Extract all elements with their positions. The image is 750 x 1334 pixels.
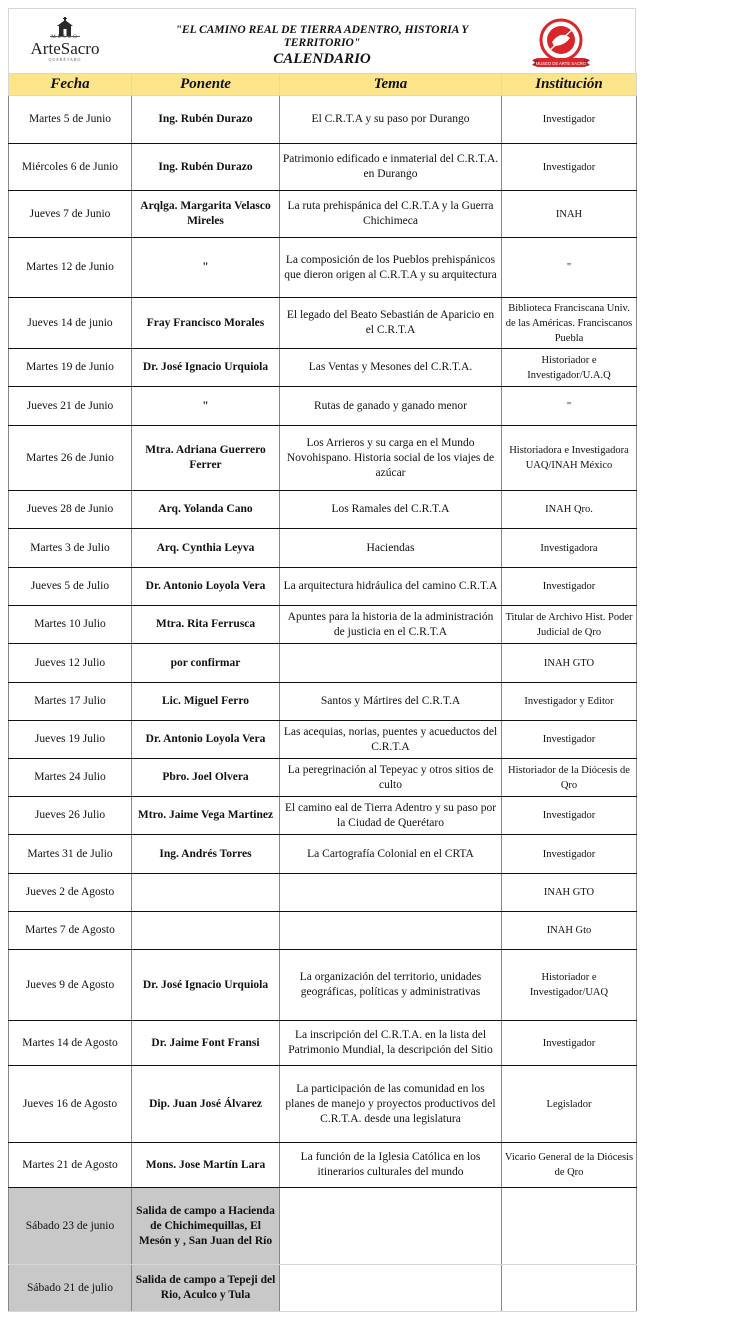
calendar-sheet (8, 8, 636, 1312)
cell-tema: Las Ventas y Mesones del C.R.T.A. (280, 349, 502, 387)
cell-ponente: Arq. Cynthia Leyva (132, 529, 280, 568)
cell-ponente: por confirmar (132, 644, 280, 683)
cell-ponente: Dip. Juan José Álvarez (132, 1066, 280, 1143)
table-row (9, 644, 637, 683)
cell-fecha: Jueves 14 de junio (9, 298, 132, 349)
table-row (9, 96, 637, 144)
table-row (9, 387, 637, 426)
table-row (9, 606, 637, 644)
table-row (9, 191, 637, 238)
table-row (9, 797, 637, 835)
cell-institucion: Historiador de la Diócesis de Qro (502, 759, 637, 797)
cell-fecha: Jueves 19 Julio (9, 721, 132, 759)
table-row (9, 912, 637, 950)
museo-arte-sacro-logo (23, 17, 107, 73)
cell-fecha: Jueves 21 de Junio (9, 387, 132, 426)
table-row (9, 683, 637, 721)
cell-ponente: Ing. Andrés Torres (132, 835, 280, 874)
table-row (9, 759, 637, 797)
table-header-row (9, 74, 637, 96)
seal-emblem-icon (528, 16, 594, 70)
title-block (137, 24, 507, 68)
cell-institucion (502, 1188, 637, 1265)
table-row (9, 238, 637, 298)
cell-ponente: Dr. José Ignacio Urquiola (132, 950, 280, 1021)
cell-fecha: Martes 19 de Junio (9, 349, 132, 387)
cell-institucion: INAH Gto (502, 912, 637, 950)
cell-institucion: Investigadora (502, 529, 637, 568)
cell-institucion: INAH GTO (502, 874, 637, 912)
cell-ponente: Lic. Miguel Ferro (132, 683, 280, 721)
cell-ponente: Mtra. Rita Ferrusca (132, 606, 280, 644)
cell-ponente: Pbro. Joel Olvera (132, 759, 280, 797)
cell-ponente: Dr. Jaime Font Fransi (132, 1021, 280, 1066)
document-header (8, 8, 636, 73)
cell-fecha: Jueves 16 de Agosto (9, 1066, 132, 1143)
cell-ponente (132, 912, 280, 950)
cell-ponente: Dr. José Ignacio Urquiola (132, 349, 280, 387)
cell-tema: La función de la Iglesia Católica en los itinerarios culturales del mundo (280, 1143, 502, 1188)
cell-institucion: Historiador e Investigador/U.A.Q (502, 349, 637, 387)
cell-institucion: INAH GTO (502, 644, 637, 683)
cell-fecha: Martes 17 Julio (9, 683, 132, 721)
table-row (9, 349, 637, 387)
cell-fecha: Martes 24 Julio (9, 759, 132, 797)
cell-ponente: " (132, 387, 280, 426)
cell-fecha: Jueves 9 de Agosto (9, 950, 132, 1021)
cell-tema (280, 1188, 502, 1265)
table-row (9, 491, 637, 529)
cell-tema: Las acequias, norias, puentes y acueductos del C.R.T.A (280, 721, 502, 759)
cell-ponente (132, 874, 280, 912)
cell-ponente: Ing. Rubén Durazo (132, 96, 280, 144)
cell-fecha: Jueves 2 de Agosto (9, 874, 132, 912)
document-subtitle: CALENDARIO (273, 51, 371, 67)
cell-tema: La peregrinación al Tepeyac y otros sitios de culto (280, 759, 502, 797)
cell-tema: La Cartografía Colonial en el CRTA (280, 835, 502, 874)
cell-institucion: Investigador (502, 96, 637, 144)
cell-fecha: Sábado 23 de junio (9, 1188, 132, 1265)
cell-fecha: Martes 21 de Agosto (9, 1143, 132, 1188)
cell-institucion: Historiadora e Investigadora UAQ/INAH México (502, 426, 637, 491)
cell-tema: La composición de los Pueblos prehispánicos que dieron origen al C.R.T.A y su arquitectura (280, 238, 502, 298)
cell-tema: Patrimonio edificado e inmaterial del C.R.T.A. en Durango (280, 144, 502, 191)
cell-institucion: Investigador (502, 1021, 637, 1066)
cell-fecha: Jueves 26 Julio (9, 797, 132, 835)
cell-institucion: Investigador (502, 797, 637, 835)
table-row (9, 835, 637, 874)
cell-fecha: Martes 14 de Agosto (9, 1021, 132, 1066)
column-header-fecha: Fecha (9, 74, 132, 96)
cell-institucion: Historiador e Investigador/UAQ (502, 950, 637, 1021)
cell-tema: La inscripción del C.R.T.A. en la lista del Patrimonio Mundial, la descripción del Sitio (280, 1021, 502, 1066)
cell-ponente: Arqlga. Margarita Velasco Mireles (132, 191, 280, 238)
cell-ponente: Dr. Antonio Loyola Vera (132, 721, 280, 759)
cell-institucion: Vicario General de la Diócesis de Qro (502, 1143, 637, 1188)
cell-tema: Los Arrieros y su carga en el Mundo Novohispano. Historia social de los viajes de azúcar (280, 426, 502, 491)
cell-tema: Haciendas (280, 529, 502, 568)
cell-fecha: Jueves 28 de Junio (9, 491, 132, 529)
cell-institucion: Titular de Archivo Hist. Poder Judicial de Qro (502, 606, 637, 644)
schedule-table (8, 73, 637, 1312)
seal-banner-text: MUSEO DE ARTE SACRO (535, 61, 587, 66)
cell-tema: Santos y Mártires del C.R.T.A (280, 683, 502, 721)
church-icon (50, 17, 80, 37)
cell-institucion: " (502, 387, 637, 426)
cell-tema: La organización del territorio, unidades geográficas, políticas y administrativas (280, 950, 502, 1021)
cell-tema: El legado del Beato Sebastián de Aparicio en el C.R.T.A (280, 298, 502, 349)
cell-institucion: " (502, 238, 637, 298)
table-row (9, 1265, 637, 1312)
cell-ponente: Fray Francisco Morales (132, 298, 280, 349)
cell-institucion: Investigador (502, 721, 637, 759)
cell-fecha: Martes 7 de Agosto (9, 912, 132, 950)
cell-fecha: Sábado 21 de julio (9, 1265, 132, 1312)
cell-tema (280, 912, 502, 950)
cell-ponente: Mtra. Adriana Guerrero Ferrer (132, 426, 280, 491)
table-row (9, 568, 637, 606)
cell-tema: Los Ramales del C.R.T.A (280, 491, 502, 529)
cell-institucion: Legislador (502, 1066, 637, 1143)
cell-fecha: Miércoles 6 de Junio (9, 144, 132, 191)
cell-tema: La participación de las comunidad en los planes de manejo y proyectos productivos del C.R.T.A. desde una legislatura (280, 1066, 502, 1143)
cell-institucion: INAH Qro. (502, 491, 637, 529)
cell-fecha: Martes 5 de Junio (9, 96, 132, 144)
column-header-ponente: Ponente (132, 74, 280, 96)
cell-ponente: Dr. Antonio Loyola Vera (132, 568, 280, 606)
table-row (9, 529, 637, 568)
cell-institucion: Investigador y Editor (502, 683, 637, 721)
table-row (9, 721, 637, 759)
document-title: "EL CAMINO REAL DE TIERRA ADENTRO, HISTORIA Y TERRITORIO" (175, 24, 469, 49)
cell-ponente: Arq. Yolanda Cano (132, 491, 280, 529)
cell-fecha: Martes 10 Julio (9, 606, 132, 644)
cell-institucion (502, 1265, 637, 1312)
table-row (9, 874, 637, 912)
cell-fecha: Jueves 7 de Junio (9, 191, 132, 238)
cell-tema (280, 1265, 502, 1312)
cell-fecha: Martes 31 de Julio (9, 835, 132, 874)
cell-tema: La ruta prehispánica del C.R.T.A y la Guerra Chichimeca (280, 191, 502, 238)
cell-tema: Apuntes para la historia de la administración de justicia en el C.R.T.A (280, 606, 502, 644)
cell-institucion: Investigador (502, 144, 637, 191)
cell-ponente: " (132, 238, 280, 298)
cell-tema: El C.R.T.A y su paso por Durango (280, 96, 502, 144)
logo-city-text: QUERÉTARO (48, 57, 82, 62)
table-row (9, 426, 637, 491)
table-row (9, 144, 637, 191)
table-row (9, 1066, 637, 1143)
cell-tema (280, 644, 502, 683)
table-row (9, 1021, 637, 1066)
cell-fecha: Martes 12 de Junio (9, 238, 132, 298)
cell-ponente: Salida de campo a Tepeji del Rio, Aculco y Tula (132, 1265, 280, 1312)
cell-institucion: Biblioteca Franciscana Univ. de las Américas. Franciscanos Puebla (502, 298, 637, 349)
cell-ponente: Ing. Rubén Durazo (132, 144, 280, 191)
cell-fecha: Jueves 12 Julio (9, 644, 132, 683)
cell-tema (280, 874, 502, 912)
cell-fecha: Martes 26 de Junio (9, 426, 132, 491)
cell-ponente: Mtro. Jaime Vega Martinez (132, 797, 280, 835)
cell-institucion: Investigador (502, 568, 637, 606)
table-row (9, 1143, 637, 1188)
column-header-institucion: Institución (502, 74, 637, 96)
table-row (9, 1188, 637, 1265)
cell-institucion: INAH (502, 191, 637, 238)
cell-ponente: Mons. Jose Martín Lara (132, 1143, 280, 1188)
cell-fecha: Martes 3 de Julio (9, 529, 132, 568)
cell-institucion: Investigador (502, 835, 637, 874)
logo-brand-text: ArteSacro (30, 39, 100, 58)
cell-tema: Rutas de ganado y ganado menor (280, 387, 502, 426)
logo-museo-text: MUSEO (51, 35, 79, 40)
cell-fecha: Jueves 5 de Julio (9, 568, 132, 606)
table-row (9, 950, 637, 1021)
cell-ponente: Salida de campo a Hacienda de Chichimequillas, El Mesón y , San Juan del Río (132, 1188, 280, 1265)
table-row (9, 298, 637, 349)
column-header-tema: Tema (280, 74, 502, 96)
cell-tema: El camino eal de Tierra Adentro y su paso por la Ciudad de Querétaro (280, 797, 502, 835)
cell-tema: La arquitectura hidráulica del camino C.R.T.A (280, 568, 502, 606)
